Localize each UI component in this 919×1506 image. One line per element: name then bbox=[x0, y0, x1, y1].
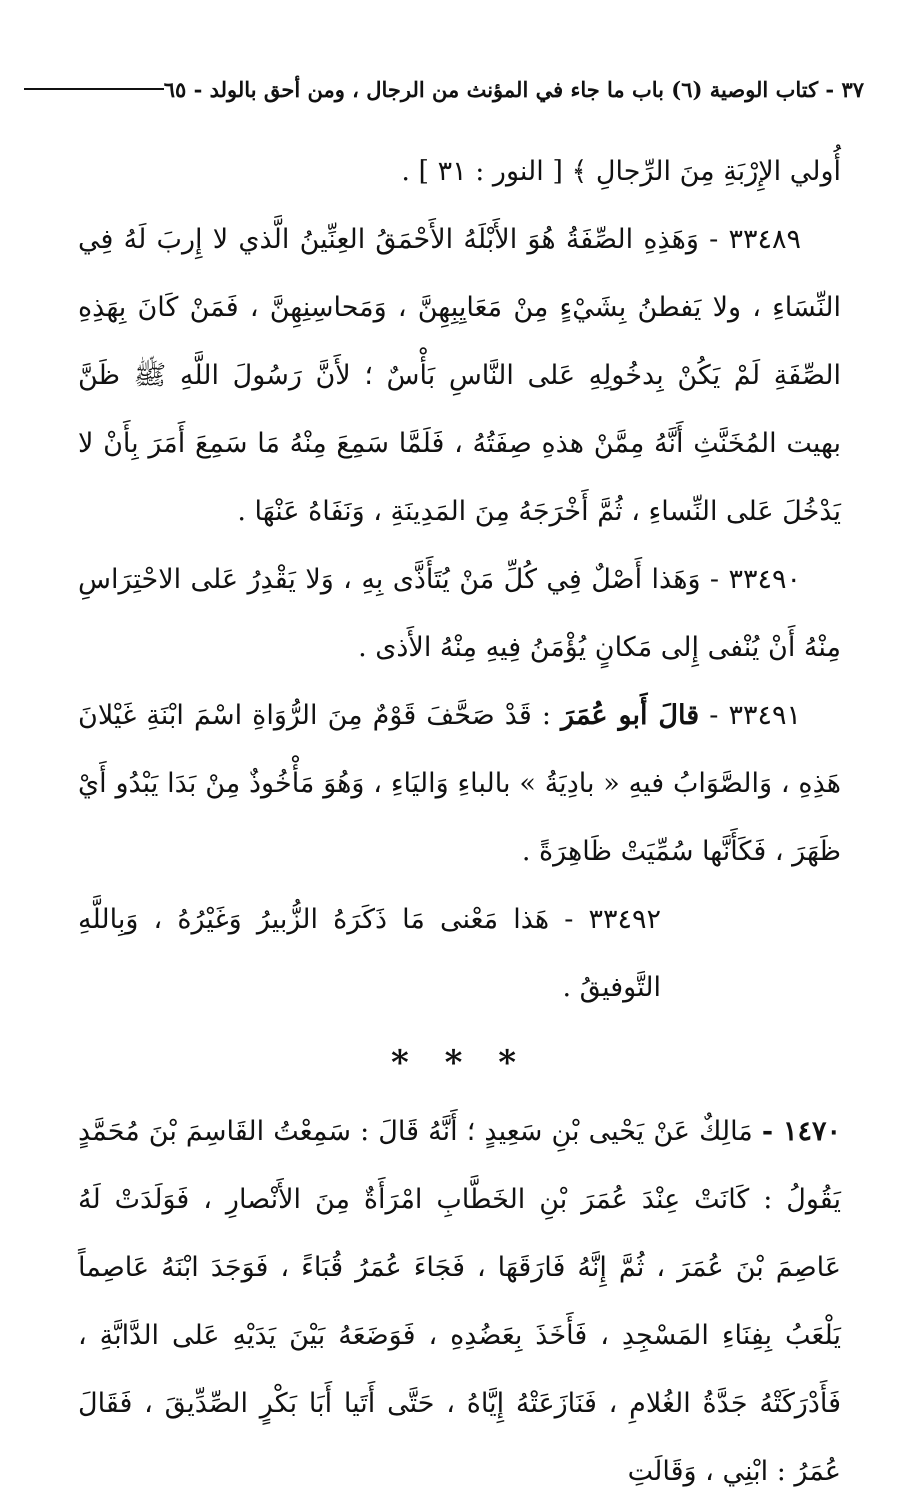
paragraph-33490: ٣٣٤٩٠ - وَهَذا أَصْلٌ فِي كُلِّ مَنْ يُتَأَذَّى بِهِ ، وَلا يَقْدِرُ عَلى الاحْتِرَاسِ مِنْهُ أَنْ يُنْفى إِلى مَكانٍ يُؤْمَنُ فِيهِ مِنْهُ الأَذى . bbox=[78, 564, 841, 663]
paragraph-33492: ٣٣٤٩٢ - هَذا مَعْنى مَا ذَكَرَهُ الزُّبيرُ وَغَيْرُهُ ، وَبِاللَّهِ التَّوفيقُ . bbox=[78, 904, 661, 1003]
paragraph-number: ٣٣٤٩١ - bbox=[709, 700, 801, 731]
paragraph-33489: ٣٣٤٨٩ - وَهَذِهِ الصِّفَةُ هُوَ الأَبْلَهُ الأَحْمَقُ العِنِّينُ الَّذي لا إِربَ لَهُ فِي النِّسَاءِ ، ولا يَفطنُ بِشَيْءٍ مِنْ مَعَايِبِهِنَّ ، وَمَحاسِنِهِنَّ ، فَمَنْ كَانَ بِهَذِهِ الصِّفَةِ لَمْ يَكُنْ بِدخُولِهِ عَلى النَّاسِ بَأْسٌ ؛ لأَنَّ رَسُولَ اللَّهِ ﷺ ظَنَّ بهيت المُخَنَّثِ أَنَّهُ مِمَّنْ هذهِ صِفَتُهُ ، فَلَمَّا سَمِعَ مِنْهُ مَا سَمِعَ أَمَرَ بِأَنْ لا يَدْخُلَ عَلى النِّساءِ ، ثُمَّ أَخْرَجَهُ مِنَ المَدِينَةِ ، وَنَفَاهُ عَنْهَا . bbox=[78, 224, 841, 527]
page-body bbox=[78, 138, 841, 1506]
hadith-text: مَالِكٌ عَنْ يَحْيى بْنِ سَعِيدٍ ؛ أَنَّهُ قَالَ : سَمِعْتُ القَاسِمَ بْنَ مُحَمَّدٍ يَقُولُ : كَانَتْ عِنْدَ عُمَرَ بْنِ الخَطَّابِ امْرَأَةٌ مِنَ الأَنْصارِ ، فَوَلَدَتْ لَهُ عَاصِمَ بْنَ عُمَرَ ، ثُمَّ إِنَّهُ فَارَقَهَا ، فَجَاءَ عُمَرُ قُبَاءً ، فَوَجَدَ ابْنَهُ عَاصِماً يَلْعَبُ بِفِنَاءِ المَسْجِدِ ، فَأَخَذَ بِعَضُدِهِ ، فَوَضَعَهُ بَيْنَ يَدَيْهِ عَلى الدَّابَّةِ ، فَأَدْرَكَتْهُ جَدَّةُ الغُلامِ ، فَنَازَعَتْهُ إِيَّاهُ ، حَتَّى أَتَيا أَبَا بَكْرٍ الصِّدِّيقَ ، فَقَالَ عُمَرُ : ابْنِي ، وَقَالَتِ bbox=[78, 1116, 841, 1487]
paragraph-33491 bbox=[78, 682, 841, 886]
page-header bbox=[80, 64, 864, 114]
paragraph-text: : قَدْ صَحَّفَ قَوْمٌ مِنَ الرُّوَاةِ اسْمَ ابْنَةِ غَيْلانَ هَذِهِ ، وَالصَّوَابُ فيهِ « بادِيَةُ » بالباءِ وَاليَاءِ ، وَهُوَ مَأْخُوذٌ مِنْ بَدَا يَبْدُو أَيْ ظَهَرَ ، فَكَأَنَّها سُمِّيَتْ ظَاهِرَةً . bbox=[78, 700, 841, 867]
header-rule bbox=[24, 88, 164, 90]
section-separator: * * * bbox=[390, 1043, 528, 1083]
hadith-number: ١٤٧٠ - bbox=[761, 1116, 842, 1147]
hadith-1470 bbox=[78, 1098, 841, 1506]
verse-continuation: أُولي الإِرْبَةِ مِنَ الرِّجالِ ﴾ [ النور : ٣١ ] . bbox=[401, 156, 841, 187]
speaker-name: قالَ أَبو عُمَرَ bbox=[561, 700, 700, 731]
running-title: ٣٧ - كتاب الوصية (٦) باب ما جاء في المؤنث من الرجال ، ومن أحق بالولد - ٦٥ bbox=[163, 76, 864, 102]
